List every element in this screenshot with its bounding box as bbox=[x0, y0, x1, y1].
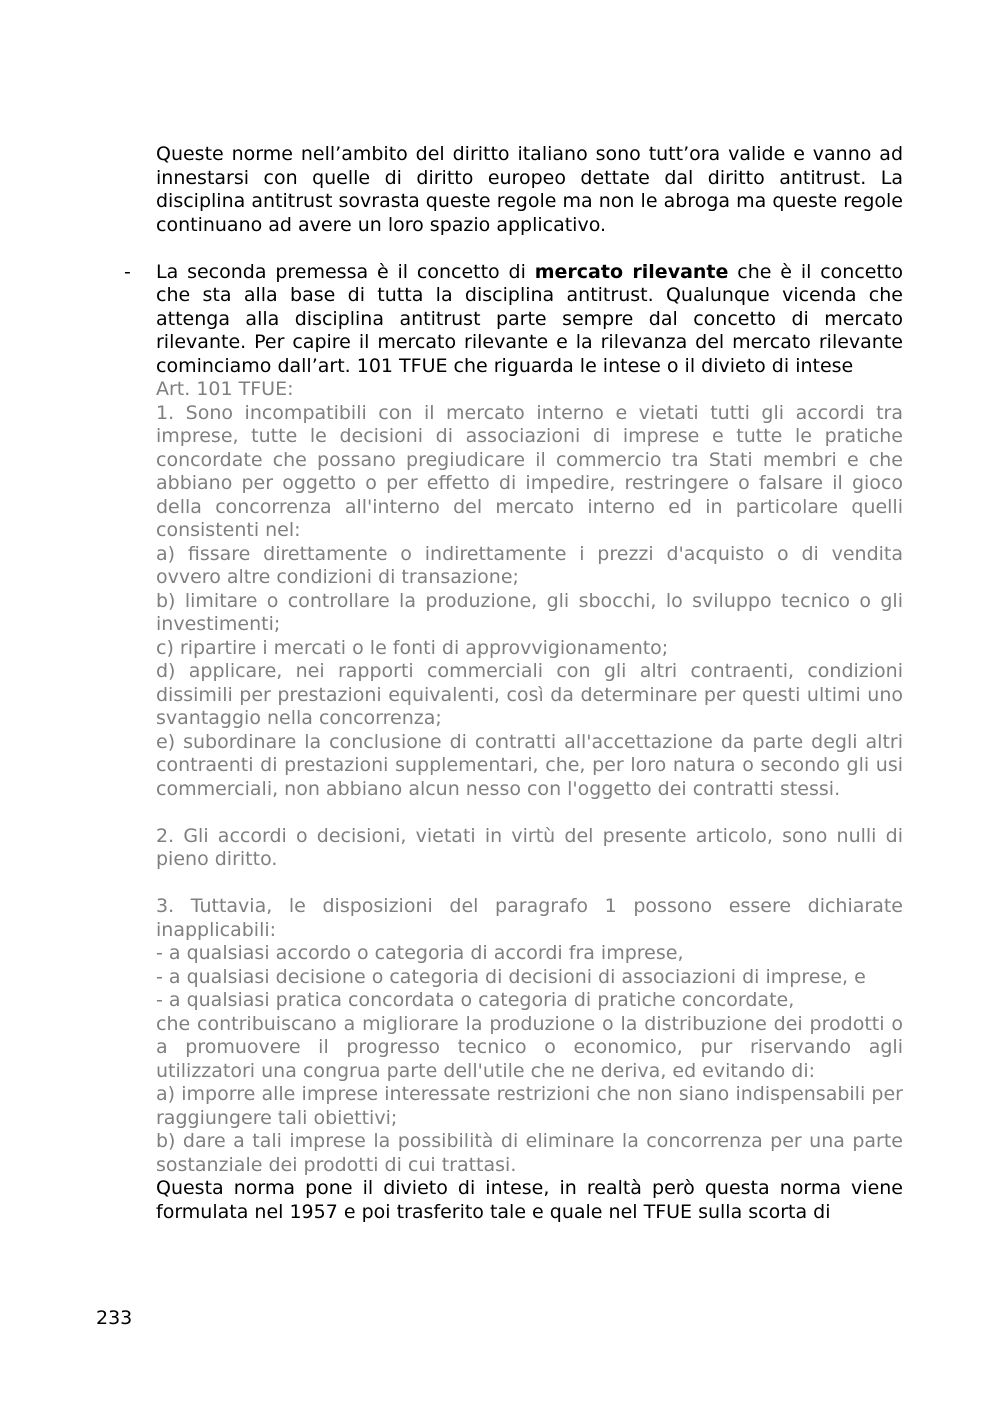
closing-paragraph: Questa norma pone il divieto di intese, in realtà però questa norma viene formulata nel 1957 e poi trasferito tale e quale nel TFUE sulla scorta di bbox=[156, 1177, 903, 1223]
article-para1-a: a) fissare direttamente o indirettamente i prezzi d'acquisto o di vendita ovvero altre condizioni di transazione; bbox=[156, 542, 903, 588]
article-quote bbox=[156, 378, 903, 1177]
bullet-text-start: La seconda premessa è il concetto di bbox=[156, 260, 535, 283]
article-para1-d: d) applicare, nei rapporti commerciali con gli altri contraenti, condizioni dissimili per prestazioni equivalenti, così da determinare per questi ultimi uno svantaggio nella concorrenza; bbox=[156, 660, 903, 729]
article-para3-intro: 3. Tuttavia, le disposizioni del paragrafo 1 possono essere dichiarate inapplicabili: bbox=[156, 895, 903, 941]
article-para3-dash2: - a qualsiasi decisione o categoria di decisioni di associazioni di imprese, e bbox=[156, 965, 866, 988]
bullet-item-mercato-rilevante bbox=[124, 260, 903, 379]
article-para1-intro: 1. Sono incompatibili con il mercato interno e vietati tutti gli accordi tra imprese, tutte le decisioni di associazioni di imprese e tutte le pratiche concordate che possano pregiudicare il commercio tra Stati membri e che abbiano per oggetto o per effetto di impedire, restringere o falsare il gioco della concorrenza all'interno del mercato interno ed in particolare quelli consistenti nel: bbox=[156, 401, 903, 541]
intro-paragraph: Queste norme nell’ambito del diritto italiano sono tutt’ora valide e vanno ad innestarsi con quelle di diritto europeo dettate dal diritto antitrust. La disciplina antitrust sovrasta queste regole ma non le abroga ma queste regole continuano ad avere un loro spazio applicativo. bbox=[156, 143, 903, 236]
bullet-paragraph bbox=[156, 261, 903, 379]
spacer bbox=[156, 872, 903, 896]
spacer bbox=[156, 801, 903, 825]
main-text bbox=[124, 143, 903, 1224]
article-para1-b: b) limitare o controllare la produzione, gli sbocchi, lo sviluppo tecnico o gli investimenti; bbox=[156, 589, 903, 635]
article-para3-dash1: - a qualsiasi accordo o categoria di accordi fra imprese, bbox=[156, 942, 684, 964]
article-para2: 2. Gli accordi o decisioni, vietati in virtù del presente articolo, sono nulli di pieno diritto. bbox=[156, 824, 903, 870]
bullet-marker: - bbox=[124, 260, 131, 283]
bullet-text-end: che è il concetto che sta alla base di tutta la disciplina antitrust. Qualunque vicenda che attenga alla disciplina antitrust parte sempre dal concetto di mercato rilevante. Per capire il mercato rilevante e la rilevanza del mercato rilevante cominciamo dall’art. 101 TFUE che riguarda le intese o il divieto di intese bbox=[156, 260, 903, 377]
article-para3-b: b) dare a tali imprese la possibilità di eliminare la concorrenza per una parte sostanziale dei prodotti di cui trattasi. bbox=[156, 1130, 903, 1176]
article-para1-e: e) subordinare la conclusione di contratti all'accettazione da parte degli altri contraenti di prestazioni supplementari, che, per loro natura o secondo gli usi commerciali, non abbiano alcun nesso con l'oggetto dei contratti stessi. bbox=[156, 730, 903, 800]
article-para3-dash3: - a qualsiasi pratica concordata o categoria di pratiche concordate, bbox=[156, 989, 795, 1011]
article-heading: Art. 101 TFUE: bbox=[156, 378, 294, 400]
spacer bbox=[156, 237, 903, 261]
article-para3-a: a) imporre alle imprese interessate restrizioni che non siano indispensabili per raggiungere tali obiettivi; bbox=[156, 1083, 903, 1129]
page-number: 233 bbox=[96, 1307, 133, 1329]
article-para1-c: c) ripartire i mercati o le fonti di approvvigionamento; bbox=[156, 636, 669, 659]
article-para3-body: che contribuiscano a migliorare la produzione o la distribuzione dei prodotti o a promuovere il progresso tecnico o economico, pur riservando agli utilizzatori una congrua parte dell'utile che ne deriva, ed evitando di: bbox=[156, 1012, 903, 1082]
bold-term: mercato rilevante bbox=[534, 260, 729, 283]
